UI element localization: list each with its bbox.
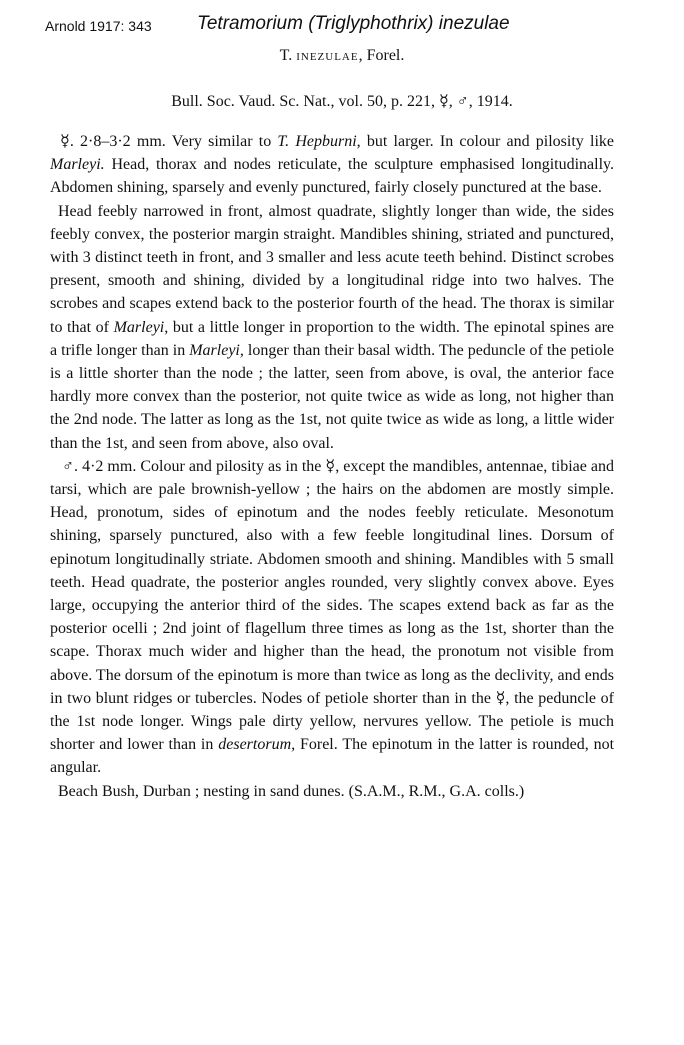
- text-run: ♂. 4·2 mm. Colour and pilosity as in the ☿, except the mandibles, antennae, tibiae and tarsi, which are pale brownish-yellow ; the hairs on the abdomen are mostly simple. Head, pronotum, sides of epinotum and the nodes feebly reticulate. Mesonotum shining, sparsely punctured, also with a few feeble longitudinal lines. Dorsum of epinotum longitudinally striate. Abdomen smooth and shining. Mandibles with 5 small teeth. Head quadrate, the posterior angles rounded, very slightly convex above. Eyes large, occupying the anterior third of the sides. The scapes extend back as far as the posterior ocelli ; 2nd joint of flagellum three times as long as the 1st, shorter than the scape. Thorax much wider and higher than the head, the pronotum not visible from above. The dorsum of the epinotum is more than twice as long as the declivity, and ends in two blunt ridges or tubercles. Nodes of petiole shorter than in the ☿, the peduncle of the 1st node longer. Wings pale dirty yellow, nervures yellow. The petiole is much shorter and lower than in: [50, 457, 614, 754]
- text-run: Head, thorax and nodes reticulate, the sculpture emphasised longitudinally. Abdomen shining, sparsely and evenly punctured, fairly closely punctured at the base.: [50, 156, 614, 197]
- italic-taxon: T. Hepburni,: [277, 133, 361, 150]
- bibliographic-reference: Bull. Soc. Vaud. Sc. Nat., vol. 50, p. 221, ☿, ♂, 1914.: [171, 93, 513, 110]
- worker-summary-paragraph: [50, 130, 614, 200]
- locality-paragraph: Beach Bush, Durban ; nesting in sand dunes. (S.A.M., R.M., G.A. colls.): [58, 782, 525, 800]
- text-run: but a little longer in proportion to the width. The epinotal spines are a trifle longer than in: [50, 318, 614, 359]
- male-description-paragraph: [50, 455, 614, 780]
- text-run: longer than their basal width. The peduncle of the petiole is a little shorter than the node ; the latter, seen from above, is oval, the anterior face hardly more convex than the posterior, not quite twice as wide as long, not higher than the 2nd node. The latter as long as the 1st, not quite twice as wide as long, a little wider than the 1st, and seen from above, also oval.: [50, 341, 614, 452]
- text-run: but larger. In colour and pilosity like: [360, 133, 615, 150]
- author-name: , Forel.: [358, 47, 405, 64]
- page-header: [0, 12, 684, 40]
- species-name: inezulae: [296, 47, 359, 64]
- italic-taxon: Marleyi.: [50, 156, 105, 174]
- text-run: ☿. 2·8–3·2 mm. Very similar to: [60, 133, 278, 150]
- italic-taxon: Marleyi,: [189, 341, 244, 359]
- text-run: Forel. The epinotum in the latter is rounded, not angular.: [50, 736, 615, 777]
- species-title: Tetramorium (Triglyphothrix) inezulae: [197, 13, 510, 34]
- text-run: Head feebly narrowed in front, almost quadrate, slightly longer than wide, the sides feebly convex, the posterior margin straight. Mandibles shining, striated and punctured, with 3 distinct teeth in front, and 3 smaller and less acute teeth behind. Distinct scrobes present, smooth and shining, divided by a longitudinal ridge into two halves. The scrobes and scapes extend back to the posterior fourth of the head. The thorax is similar to that of: [50, 202, 614, 336]
- genus-abbreviation: T.: [279, 47, 293, 64]
- description-body: [50, 130, 614, 803]
- taxon-name-line: [0, 47, 684, 65]
- citation-tag: Arnold 1917: 343: [45, 18, 152, 34]
- italic-taxon: desertorum,: [218, 736, 296, 754]
- italic-taxon: Marleyi,: [113, 318, 169, 336]
- worker-detail-paragraph: [50, 200, 614, 455]
